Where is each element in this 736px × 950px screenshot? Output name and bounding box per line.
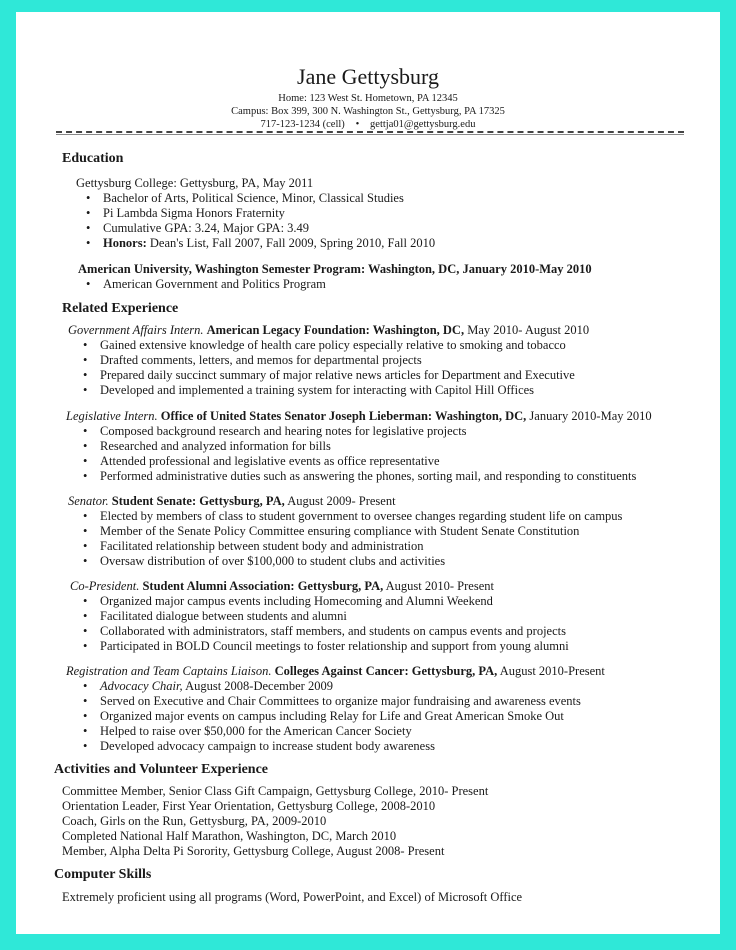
job-subrole-dates: August 2008-December 2009 (185, 679, 333, 693)
activity-item: Coach, Girls on the Run, Gettysburg, PA, 2009-2010 (62, 814, 327, 828)
list-item: • Cumulative GPA: 3.24, Major GPA: 3.49 (103, 221, 309, 236)
list-item: • Attended professional and legislative events as office representative (100, 454, 440, 469)
job-role: Co-President. (70, 579, 140, 593)
experience-heading: Related Experience (62, 301, 179, 316)
job-heading (66, 409, 652, 424)
school2-heading: American University, Washington Semester Program: Washington, DC, January 2010-May 2010 (78, 262, 592, 276)
list-item: • Collaborated with administrators, staff members, and students on campus events and projects (100, 624, 566, 639)
resume-page (16, 12, 720, 934)
list-item: • Facilitated dialogue between students and alumni (100, 609, 347, 624)
job-org: American Legacy Foundation: Washington, DC, (206, 323, 465, 337)
list-item: • Prepared daily succinct summary of major relative news articles for Department and Executive (100, 368, 575, 383)
honors-label: Honors: (103, 236, 147, 250)
contact-line (16, 118, 720, 131)
list-item: • Developed advocacy campaign to increase student body awareness (100, 739, 435, 754)
email: gettja01@gettysburg.edu (370, 119, 476, 130)
job-org: Colleges Against Cancer: Gettysburg, PA, (274, 664, 498, 678)
list-item: • Organized major events on campus including Relay for Life and Great American Smoke Out (100, 709, 564, 724)
list-item: • Pi Lambda Sigma Honors Fraternity (103, 206, 285, 221)
job-heading (66, 664, 605, 679)
list-item: • Participated in BOLD Council meetings to foster relationship and support from young alumni (100, 639, 569, 654)
job-dates: May 2010- August 2010 (467, 323, 590, 337)
list-item-honors (103, 236, 435, 251)
job-dates: August 2009- Present (287, 494, 396, 508)
activity-item: Committee Member, Senior Class Gift Campaign, Gettysburg College, 2010- Present (62, 784, 489, 798)
job-dates: August 2010- Present (385, 579, 494, 593)
education-heading: Education (62, 151, 124, 166)
list-item: • American Government and Politics Program (103, 277, 326, 292)
header-divider-thin (56, 134, 684, 135)
job-heading (68, 494, 396, 509)
activity-item: Completed National Half Marathon, Washington, DC, March 2010 (62, 829, 397, 843)
list-item: • Oversaw distribution of over $100,000 to student clubs and activities (100, 554, 445, 569)
skills-text: Extremely proficient using all programs (Word, PowerPoint, and Excel) of Microsoft Office (62, 890, 523, 904)
list-item: • Drafted comments, letters, and memos for departmental projects (100, 353, 422, 368)
phone: 717-123-1234 (cell) (260, 119, 345, 130)
list-item: • Helped to raise over $50,000 for the American Cancer Society (100, 724, 412, 739)
skills-heading: Computer Skills (54, 867, 152, 882)
list-item: • Elected by members of class to student government to oversee changes regarding student life on campus (100, 509, 622, 524)
activities-heading: Activities and Volunteer Experience (54, 762, 269, 777)
job-subrole: Advocacy Chair, (100, 679, 183, 693)
list-item: • Organized major campus events including Homecoming and Alumni Weekend (100, 594, 493, 609)
header-divider (56, 131, 684, 133)
separator-dot: • (355, 119, 360, 130)
list-item: • Researched and analyzed information for bills (100, 439, 331, 454)
campus-address: Campus: Box 399, 300 N. Washington St., Gettysburg, PA 17325 (231, 106, 505, 117)
home-address: Home: 123 West St. Hometown, PA 12345 (278, 93, 458, 104)
list-item: • Member of the Senate Policy Committee ensuring compliance with Student Senate Constitution (100, 524, 579, 539)
job-dates: August 2010-Present (499, 664, 605, 678)
activity-item: Member, Alpha Delta Pi Sorority, Gettysburg College, August 2008- Present (62, 844, 445, 858)
list-item: • Served on Executive and Chair Committees to organize major fundraising and awareness events (100, 694, 581, 709)
list-item: • Composed background research and hearing notes for legislative projects (100, 424, 467, 439)
job-role: Registration and Team Captains Liaison. (66, 664, 272, 678)
list-item: • Gained extensive knowledge of health care policy especially relative to smoking and tobacco (100, 338, 566, 353)
job-org: Student Senate: Gettysburg, PA, (111, 494, 285, 508)
job-role: Senator. (68, 494, 109, 508)
school1-heading: Gettysburg College: Gettysburg, PA, May 2011 (76, 176, 314, 190)
activity-item: Orientation Leader, First Year Orientation, Gettysburg College, 2008-2010 (62, 799, 436, 813)
list-item-subrole (100, 679, 333, 694)
honors-text: Dean's List, Fall 2007, Fall 2009, Spring 2010, Fall 2010 (149, 236, 436, 250)
job-heading (70, 579, 494, 594)
resume-name: Jane Gettysburg (297, 64, 439, 89)
job-role: Government Affairs Intern. (68, 323, 204, 337)
list-item: • Facilitated relationship between student body and administration (100, 539, 424, 554)
job-heading (68, 323, 589, 338)
list-item: • Performed administrative duties such as answering the phones, sorting mail, and responding to constituents (100, 469, 636, 484)
job-role: Legislative Intern. (66, 409, 158, 423)
list-item: • Bachelor of Arts, Political Science, Minor, Classical Studies (103, 191, 404, 206)
list-item: • Developed and implemented a training system for interacting with Capitol Hill Offices (100, 383, 534, 398)
job-org: Office of United States Senator Joseph Lieberman: Washington, DC, (160, 409, 527, 423)
job-dates: January 2010-May 2010 (529, 409, 652, 423)
job-org: Student Alumni Association: Gettysburg, PA, (142, 579, 384, 593)
